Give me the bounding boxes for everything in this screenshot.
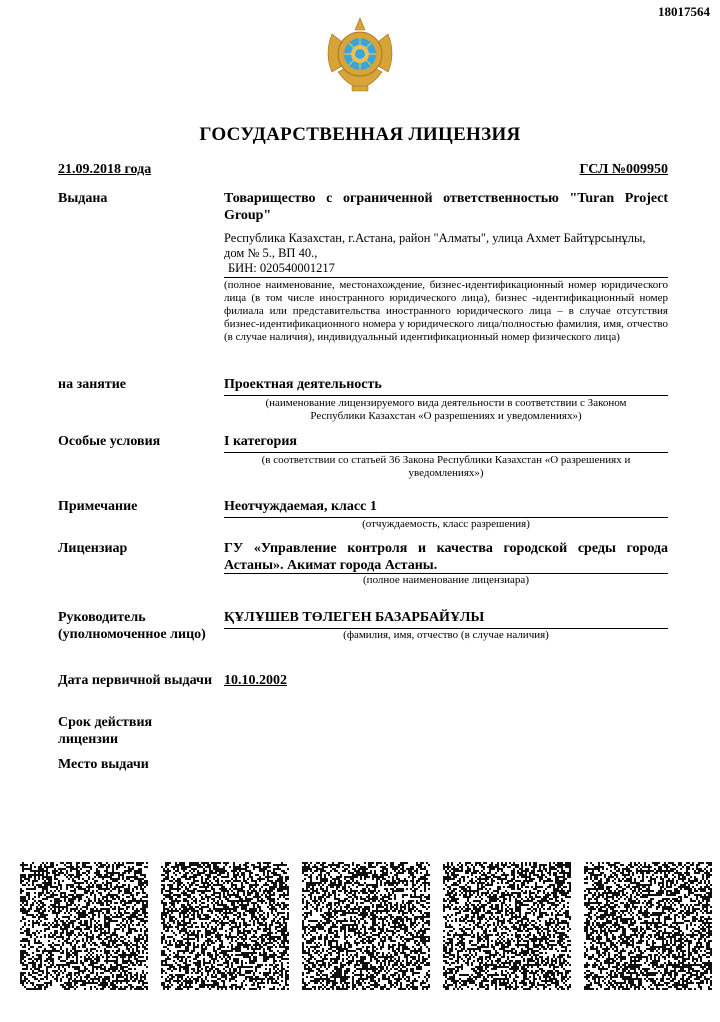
activity-underline: [224, 395, 668, 396]
state-emblem-icon: [318, 12, 402, 96]
remark-value: Неотчуждаемая, класс 1: [224, 499, 377, 514]
issued-label: Выдана: [58, 191, 108, 206]
activity-value: Проектная деятельность: [224, 377, 382, 392]
issue-date: 21.09.2018 года: [58, 162, 152, 177]
document-title: ГОСУДАРСТВЕННАЯ ЛИЦЕНЗИЯ: [199, 124, 521, 145]
issued-note: (полное наименование, местонахождение, бизнес-идентификационный номер юридического лица (в том числе иностранного юридического лица), бизнес -идентификационный номер филиала или представительства иностранного юридического лица – в случае отсутствия бизнес-идентификационного номера у юридического лица/полностью фамилия, имя, отчество (в случае наличия), индивидуальный идентификационный номер физического лица): [224, 279, 668, 343]
issued-underline: [224, 277, 668, 278]
remark-note: (отчуждаемость, класс разрешения): [362, 518, 530, 530]
license-number: ГСЛ №009950: [579, 162, 668, 177]
activity-label: на занятие: [58, 377, 126, 392]
special-conditions-note: (в соответствии со статьей 36 Закона Республики Казахстан «О разрешениях и уведомлениях»): [261, 454, 631, 479]
validity-label-sub: лицензии: [58, 732, 119, 747]
issued-company-name: Товарищество с ограниченной ответственностью "Turan Project Group": [224, 191, 668, 223]
activity-note: (наименование лицензируемого вида деятельности в соответствии с Законом Республики Казахстан «О разрешениях и уведомлениях»): [265, 397, 627, 422]
remark-label: Примечание: [58, 499, 138, 514]
qr-code-3: [302, 862, 430, 990]
licensor-note: (полное наименование лицензиара): [363, 574, 529, 586]
qr-code-1: [20, 862, 148, 990]
head-name: ҚҰЛҰШЕВ ТӨЛЕГЕН БАЗАРБАЙҰЛЫ: [224, 610, 485, 625]
qr-code-2: [161, 862, 289, 990]
licensor-value: ГУ «Управление контроля и качества городской среды города Астаны». Акимат города Астаны.: [224, 541, 668, 573]
validity-label: Срок действия: [58, 715, 153, 730]
licensor-label: Лицензиар: [58, 541, 128, 556]
special-conditions-value: I категория: [224, 434, 297, 449]
qr-code-5: [584, 862, 712, 990]
special-conditions-underline: [224, 452, 668, 453]
first-issue-label: Дата первичной выдачи: [58, 673, 213, 688]
head-label: Руководитель: [58, 610, 146, 625]
issued-bin: БИН: 020540001217: [228, 261, 335, 275]
qr-code-4: [443, 862, 571, 990]
place-label: Место выдачи: [58, 757, 149, 772]
head-note: (фамилия, имя, отчество (в случае наличия): [343, 629, 549, 641]
first-issue-value: 10.10.2002: [224, 673, 287, 688]
issued-address: Республика Казахстан, г.Астана, район "Алматы", улица Ахмет Байтұрсынұлы, дом № 5., ВП 40.,: [224, 231, 646, 260]
special-conditions-label: Особые условия: [58, 434, 161, 449]
document-id: 18017564: [658, 4, 710, 19]
head-label-sub: (уполномоченное лицо): [58, 627, 206, 642]
